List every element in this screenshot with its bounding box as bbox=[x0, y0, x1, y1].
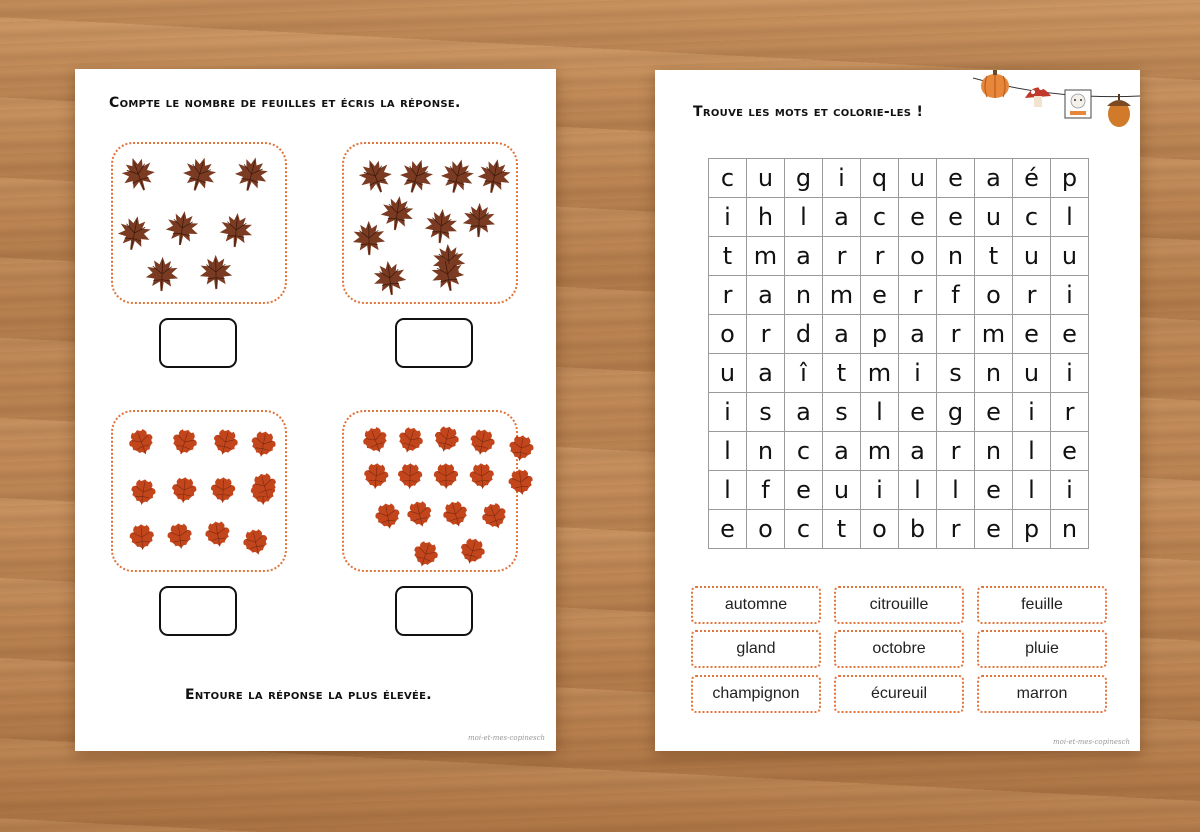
grid-cell[interactable]: c bbox=[1013, 198, 1051, 237]
grape-leaf-icon bbox=[126, 521, 158, 557]
cat-photo-icon bbox=[1065, 90, 1091, 118]
grid-cell[interactable]: l bbox=[899, 471, 937, 510]
grid-cell[interactable]: r bbox=[937, 510, 975, 549]
grid-cell[interactable]: c bbox=[709, 159, 747, 198]
grid-row bbox=[709, 432, 1089, 471]
maple-leaf-icon bbox=[215, 209, 257, 254]
grid-cell[interactable]: m bbox=[975, 315, 1013, 354]
grid-cell[interactable]: a bbox=[785, 393, 823, 432]
grid-cell[interactable]: i bbox=[1051, 354, 1089, 393]
grape-leaf-icon bbox=[431, 461, 462, 496]
grid-cell[interactable]: u bbox=[747, 159, 785, 198]
word-search-instruction: Trouve les mots et colorie-les ! bbox=[693, 104, 924, 120]
grid-cell[interactable]: f bbox=[937, 276, 975, 315]
grid-cell[interactable]: l bbox=[1013, 432, 1051, 471]
grid-cell[interactable]: r bbox=[709, 276, 747, 315]
grid-row bbox=[709, 354, 1089, 393]
grid-cell[interactable]: h bbox=[747, 198, 785, 237]
answer-box-3[interactable] bbox=[159, 586, 237, 636]
grape-leaf-icon bbox=[163, 519, 197, 556]
grid-cell[interactable]: e bbox=[975, 510, 1013, 549]
grid-cell[interactable]: e bbox=[785, 471, 823, 510]
grid-cell[interactable]: o bbox=[861, 510, 899, 549]
word-label: marron bbox=[977, 675, 1107, 713]
grid-cell[interactable]: a bbox=[823, 198, 861, 237]
grid-cell[interactable]: u bbox=[1013, 237, 1051, 276]
grid-cell[interactable]: l bbox=[937, 471, 975, 510]
grid-cell[interactable]: i bbox=[1051, 471, 1089, 510]
grid-cell[interactable]: î bbox=[785, 354, 823, 393]
grid-cell[interactable]: o bbox=[747, 510, 785, 549]
grid-cell[interactable]: m bbox=[747, 237, 785, 276]
grid-cell[interactable]: u bbox=[975, 198, 1013, 237]
grid-cell[interactable]: u bbox=[823, 471, 861, 510]
maple-leaf-icon bbox=[471, 154, 516, 202]
grid-cell[interactable]: q bbox=[861, 159, 899, 198]
maple-leaf-icon bbox=[350, 219, 389, 262]
grid-cell[interactable]: i bbox=[1013, 393, 1051, 432]
word-label: écureuil bbox=[834, 675, 964, 713]
maple-leaf-icon bbox=[142, 254, 181, 297]
grid-cell[interactable]: e bbox=[975, 393, 1013, 432]
grid-row bbox=[709, 276, 1089, 315]
grid-cell[interactable]: m bbox=[861, 432, 899, 471]
maple-leaf-icon bbox=[160, 207, 203, 254]
grid-cell[interactable]: g bbox=[937, 393, 975, 432]
grid-cell[interactable]: r bbox=[823, 237, 861, 276]
grid-cell[interactable]: i bbox=[709, 393, 747, 432]
grid-cell[interactable]: u bbox=[1051, 237, 1089, 276]
grape-leaf-icon bbox=[464, 424, 500, 463]
grid-row bbox=[709, 393, 1089, 432]
counting-worksheet bbox=[75, 69, 556, 751]
grid-cell[interactable]: l bbox=[709, 432, 747, 471]
grid-cell[interactable]: e bbox=[899, 198, 937, 237]
grid-cell[interactable]: l bbox=[709, 471, 747, 510]
grid-cell[interactable]: u bbox=[709, 354, 747, 393]
watermark: moi-et-mes-copinesch bbox=[1053, 738, 1131, 746]
grid-cell[interactable]: a bbox=[899, 432, 937, 471]
grid-cell[interactable]: i bbox=[823, 159, 861, 198]
word-label: citrouille bbox=[834, 586, 964, 624]
grid-row bbox=[709, 471, 1089, 510]
grid-cell[interactable]: o bbox=[709, 315, 747, 354]
grid-cell[interactable]: l bbox=[785, 198, 823, 237]
autumn-garland bbox=[973, 70, 1140, 136]
grid-cell[interactable]: a bbox=[899, 315, 937, 354]
grid-cell[interactable]: c bbox=[785, 432, 823, 471]
grape-leaf-icon bbox=[245, 426, 281, 465]
grid-cell[interactable]: m bbox=[823, 276, 861, 315]
maple-leaf-icon bbox=[369, 257, 412, 303]
grape-leaf-icon bbox=[207, 474, 238, 509]
grid-cell[interactable]: e bbox=[1013, 315, 1051, 354]
word-label: pluie bbox=[977, 630, 1107, 668]
word-label: feuille bbox=[977, 586, 1107, 624]
word-label: gland bbox=[691, 630, 821, 668]
pumpkin-icon bbox=[981, 70, 1009, 98]
grape-leaf-icon bbox=[504, 465, 538, 502]
footer-instruction: Entoure la réponse la plus élevée. bbox=[185, 687, 432, 703]
maple-leaf-icon bbox=[197, 253, 236, 296]
grape-leaf-icon bbox=[504, 431, 538, 469]
grid-cell[interactable]: d bbox=[785, 315, 823, 354]
grid-cell[interactable]: a bbox=[823, 315, 861, 354]
grape-leaf-icon bbox=[168, 474, 201, 510]
grid-cell[interactable]: r bbox=[861, 237, 899, 276]
grid-cell[interactable]: r bbox=[937, 432, 975, 471]
grid-cell[interactable]: r bbox=[747, 315, 785, 354]
grid-cell[interactable]: n bbox=[937, 237, 975, 276]
grape-leaf-icon bbox=[394, 460, 425, 495]
grid-cell[interactable]: i bbox=[899, 354, 937, 393]
grid-cell[interactable]: t bbox=[975, 237, 1013, 276]
grid-row bbox=[709, 237, 1089, 276]
grid-cell[interactable]: i bbox=[1051, 276, 1089, 315]
grid-cell[interactable]: e bbox=[1051, 315, 1089, 354]
grid-cell[interactable]: c bbox=[861, 198, 899, 237]
grid-cell[interactable]: n bbox=[975, 432, 1013, 471]
grid-cell[interactable]: t bbox=[823, 354, 861, 393]
word-label: champignon bbox=[691, 675, 821, 713]
grid-cell[interactable]: l bbox=[1013, 471, 1051, 510]
grape-leaf-icon bbox=[370, 499, 405, 538]
acorn-icon bbox=[1107, 94, 1131, 127]
grid-cell[interactable]: e bbox=[975, 471, 1013, 510]
grid-cell[interactable]: b bbox=[899, 510, 937, 549]
grid-cell[interactable]: e bbox=[937, 159, 975, 198]
grid-cell[interactable]: o bbox=[975, 276, 1013, 315]
answer-box-2[interactable] bbox=[395, 318, 473, 368]
word-label: automne bbox=[691, 586, 821, 624]
grid-cell[interactable]: a bbox=[975, 159, 1013, 198]
grid-cell[interactable]: e bbox=[861, 276, 899, 315]
grid-cell[interactable]: e bbox=[899, 393, 937, 432]
grid-cell[interactable]: a bbox=[785, 237, 823, 276]
answer-box-4[interactable] bbox=[395, 586, 473, 636]
grid-cell[interactable]: l bbox=[861, 393, 899, 432]
grid-cell[interactable]: a bbox=[747, 354, 785, 393]
grid-cell[interactable]: t bbox=[823, 510, 861, 549]
grid-cell[interactable]: s bbox=[823, 393, 861, 432]
grid-cell[interactable]: r bbox=[1013, 276, 1051, 315]
grid-cell[interactable]: e bbox=[1051, 432, 1089, 471]
watermark: moi-et-mes-copinesch bbox=[468, 734, 546, 742]
grid-cell[interactable]: c bbox=[785, 510, 823, 549]
grid-row bbox=[709, 198, 1089, 237]
grid-cell[interactable]: m bbox=[861, 354, 899, 393]
answer-box-1[interactable] bbox=[159, 318, 237, 368]
grid-cell[interactable]: n bbox=[975, 354, 1013, 393]
grid-cell[interactable]: t bbox=[709, 237, 747, 276]
grid-cell[interactable]: a bbox=[823, 432, 861, 471]
grape-leaf-icon bbox=[126, 475, 160, 513]
grid-cell[interactable]: p bbox=[1051, 159, 1089, 198]
grid-cell[interactable]: s bbox=[937, 354, 975, 393]
grid-cell[interactable]: i bbox=[709, 198, 747, 237]
counting-instruction: Compte le nombre de feuilles et écris la réponse. bbox=[109, 95, 461, 111]
grid-cell[interactable]: n bbox=[785, 276, 823, 315]
grid-cell[interactable]: e bbox=[709, 510, 747, 549]
maple-leaf-icon bbox=[459, 200, 498, 243]
grid-cell[interactable]: n bbox=[747, 432, 785, 471]
grid-cell[interactable]: g bbox=[785, 159, 823, 198]
grid-cell[interactable]: f bbox=[747, 471, 785, 510]
word-search-worksheet bbox=[655, 70, 1140, 751]
grid-row bbox=[709, 159, 1089, 198]
grid-cell[interactable]: r bbox=[899, 276, 937, 315]
grid-cell[interactable]: s bbox=[747, 393, 785, 432]
grid-cell[interactable]: p bbox=[861, 315, 899, 354]
grid-cell[interactable]: a bbox=[747, 276, 785, 315]
grid-cell[interactable]: p bbox=[1013, 510, 1051, 549]
mushroom-icon bbox=[1025, 86, 1051, 107]
maple-leaf-icon bbox=[426, 252, 471, 300]
grid-row bbox=[709, 510, 1089, 549]
word-search-grid bbox=[708, 158, 1089, 549]
maple-leaf-icon bbox=[111, 211, 156, 259]
grid-cell[interactable]: é bbox=[1013, 159, 1051, 198]
grid-cell[interactable]: n bbox=[1051, 510, 1089, 549]
grid-cell[interactable]: r bbox=[1051, 393, 1089, 432]
grid-cell[interactable]: l bbox=[1051, 198, 1089, 237]
grape-leaf-icon bbox=[466, 460, 498, 496]
grid-cell[interactable]: u bbox=[899, 159, 937, 198]
grape-leaf-icon bbox=[200, 517, 235, 556]
grape-leaf-icon bbox=[360, 460, 393, 496]
grid-cell[interactable]: e bbox=[937, 198, 975, 237]
grid-cell[interactable]: i bbox=[861, 471, 899, 510]
word-label: octobre bbox=[834, 630, 964, 668]
grid-cell[interactable]: u bbox=[1013, 354, 1051, 393]
grid-row bbox=[709, 315, 1089, 354]
grid-cell[interactable]: r bbox=[937, 315, 975, 354]
grid-cell[interactable]: o bbox=[899, 237, 937, 276]
